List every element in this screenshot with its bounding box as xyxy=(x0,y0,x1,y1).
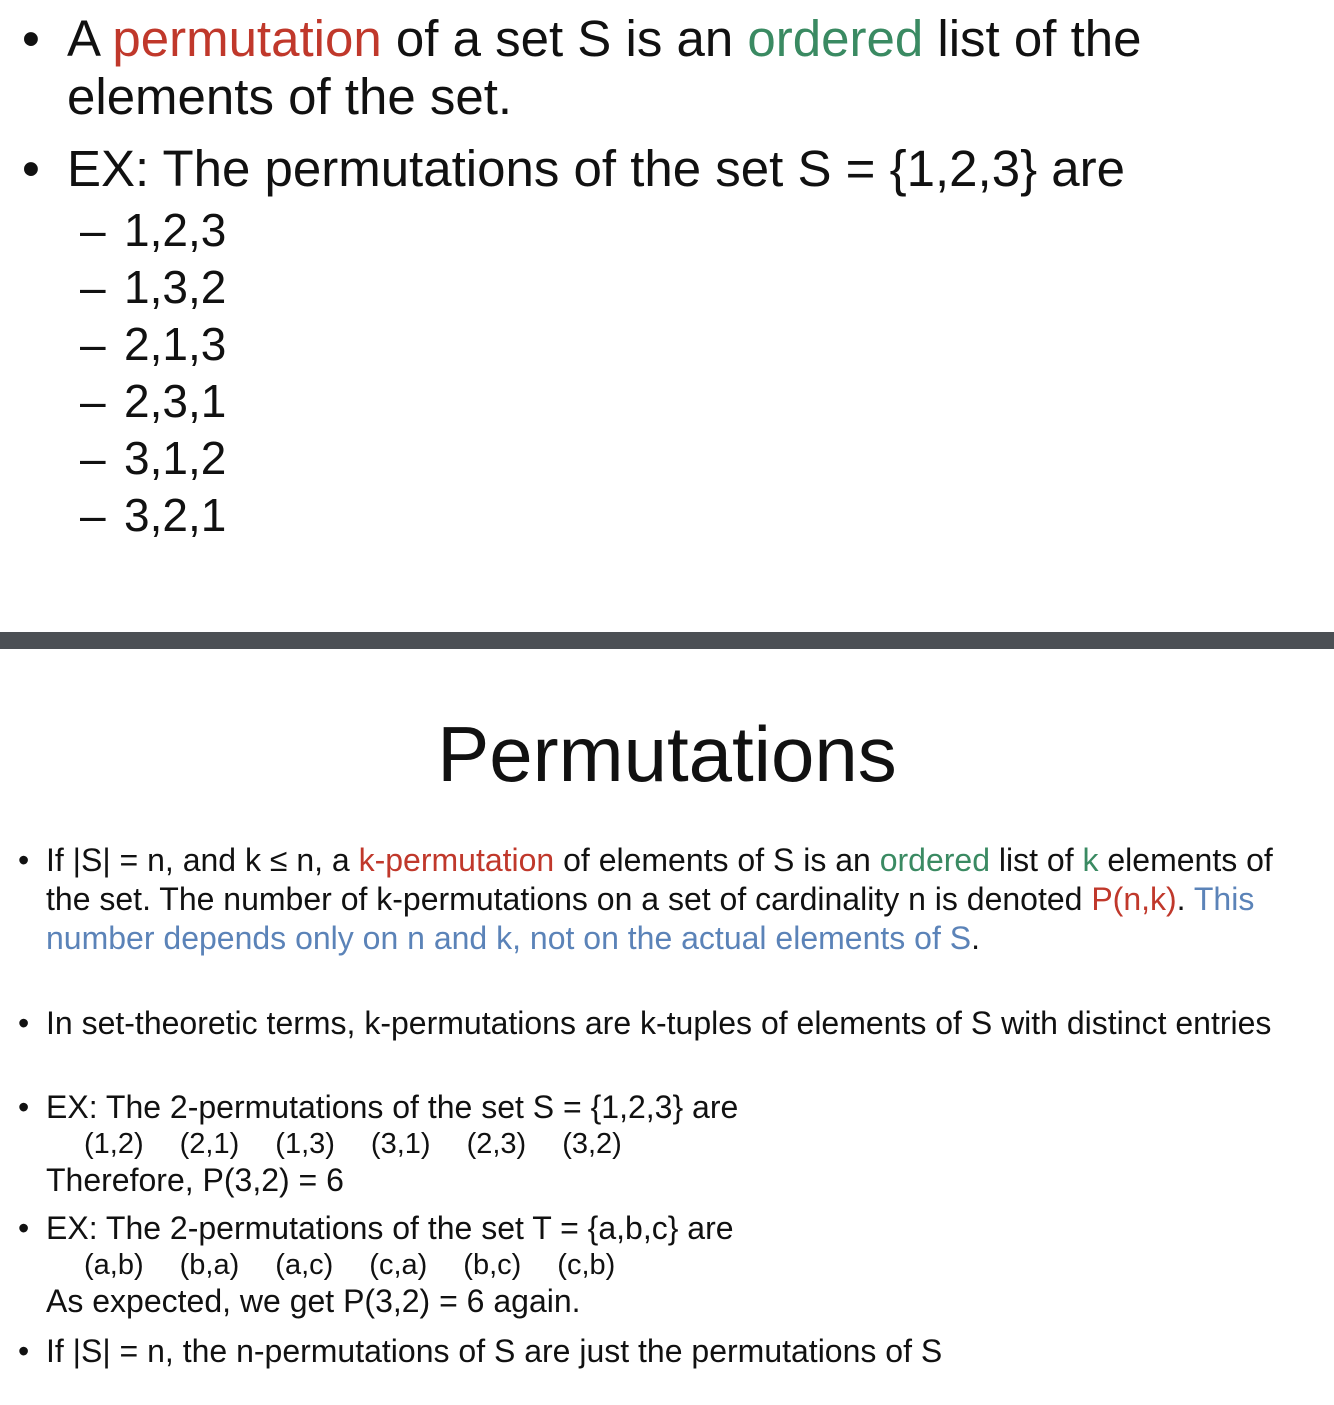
bullet-icon: • xyxy=(22,10,40,67)
slide-top xyxy=(0,0,1334,632)
tuple: (c,a) xyxy=(369,1249,428,1281)
bullet-icon: • xyxy=(18,1210,30,1246)
dash-icon: – xyxy=(80,432,106,484)
term-k-permutation: k-permutation xyxy=(358,842,555,878)
tuple: (a,c) xyxy=(275,1249,334,1281)
note-text: This number depends only on n and k, not on the actual elements of S xyxy=(46,881,1255,956)
tuple: (2,1) xyxy=(179,1128,240,1160)
text: If |S| = n, and k ≤ n, a xyxy=(46,842,359,878)
text: of elements of S is an xyxy=(554,842,880,878)
tuple: (3,1) xyxy=(370,1128,431,1160)
permutation-value: 3,2,1 xyxy=(124,489,227,541)
dash-icon: – xyxy=(80,375,106,427)
permutation-value: 2,3,1 xyxy=(124,375,227,427)
permutation-value: 3,1,2 xyxy=(124,432,227,484)
permutation-value: 1,2,3 xyxy=(124,204,227,256)
conclusion-text: Therefore, P(3,2) = 6 xyxy=(46,1162,344,1198)
tuple-list xyxy=(46,1248,1316,1282)
slide-divider xyxy=(0,632,1334,649)
slide-bottom xyxy=(0,649,1334,1405)
term-k: k xyxy=(1082,842,1099,878)
tuple: (3,2) xyxy=(562,1128,622,1160)
slide-title: Permutations xyxy=(437,710,897,798)
conclusion-text: As expected, we get P(3,2) = 6 again. xyxy=(46,1283,581,1319)
text: . xyxy=(1176,881,1194,917)
dash-icon: – xyxy=(80,318,106,370)
n-permutations-text: If |S| = n, the n-permutations of S are just the permutations of S xyxy=(46,1333,943,1369)
bullet-icon: • xyxy=(18,1333,30,1369)
text: . xyxy=(971,920,980,956)
tuple: (2,3) xyxy=(466,1128,527,1160)
term-pnk: P(n,k) xyxy=(1091,881,1177,917)
tuple: (b,c) xyxy=(463,1249,522,1281)
tuple: (b,a) xyxy=(179,1249,240,1281)
dash-icon: – xyxy=(80,204,106,256)
permutation-value: 1,3,2 xyxy=(124,261,227,313)
text: list of xyxy=(990,842,1083,878)
text: list of the elements of the set. xyxy=(67,10,1142,125)
dash-icon: – xyxy=(80,261,106,313)
text: of a set S is an xyxy=(381,10,748,67)
permutation-value: 2,1,3 xyxy=(124,318,227,370)
dash-icon: – xyxy=(80,489,106,541)
tuple: (1,3) xyxy=(275,1128,335,1160)
example-text: EX: The 2-permutations of the set T = {a,b,c} are xyxy=(46,1210,734,1246)
example-text: EX: The 2-permutations of the set S = {1,2,3} are xyxy=(46,1089,739,1125)
bullet-icon: • xyxy=(18,1005,30,1041)
term-permutation: permutation xyxy=(112,10,382,67)
tuple-list xyxy=(46,1127,1316,1161)
bullet-icon: • xyxy=(18,1089,30,1125)
example-text: EX: The permutations of the set S = {1,2,3} are xyxy=(67,140,1125,197)
tuple: (1,2) xyxy=(84,1128,144,1160)
bullet-icon: • xyxy=(18,842,30,878)
set-theoretic-text: In set-theoretic terms, k-permutations are k-tuples of elements of S with distinct entries xyxy=(46,1005,1272,1041)
bullet-icon: • xyxy=(22,140,40,197)
term-ordered: ordered xyxy=(879,842,991,878)
term-ordered: ordered xyxy=(747,10,924,67)
tuple: (a,b) xyxy=(84,1249,144,1281)
text: A xyxy=(67,10,113,67)
tuple: (c,b) xyxy=(557,1249,616,1281)
text: elements of the set. The number of k-permutations on a set of cardinality n is denoted xyxy=(46,842,1273,917)
